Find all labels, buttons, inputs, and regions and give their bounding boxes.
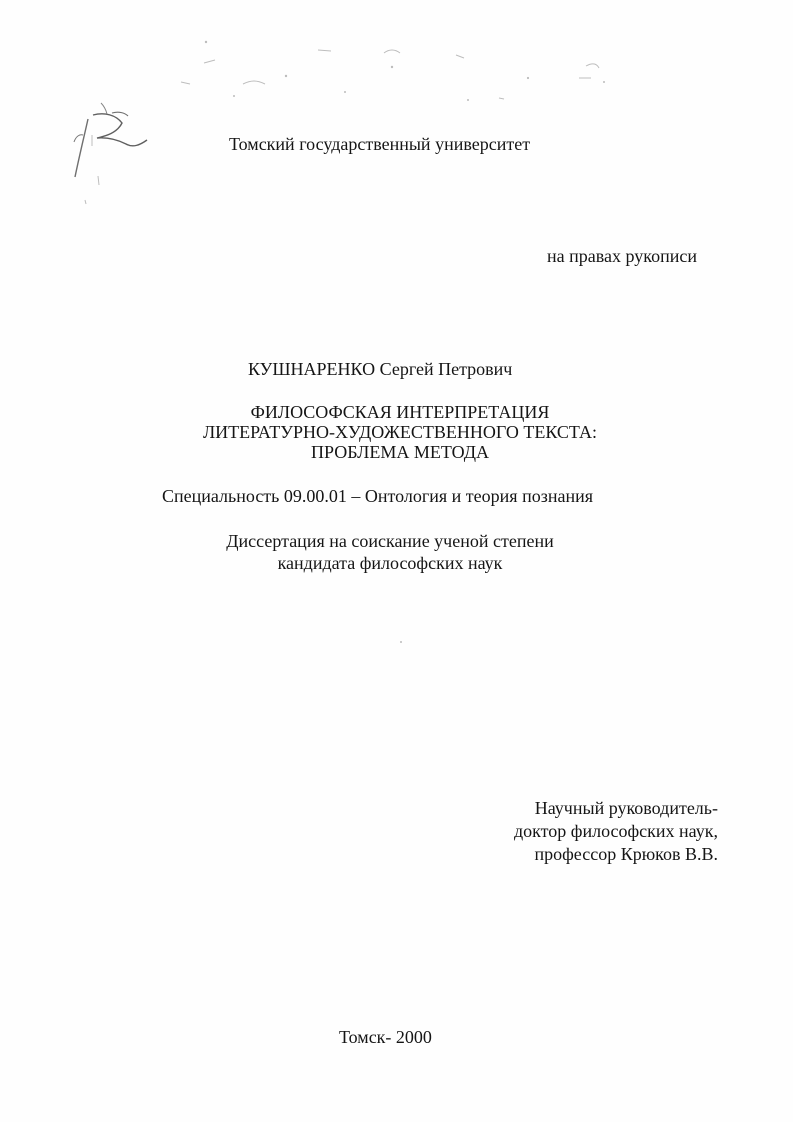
advisor-line: доктор философских наук, — [514, 821, 718, 841]
academic-advisor — [452, 797, 718, 866]
university-name: Томский государственный университет — [229, 134, 531, 154]
advisor-line: профессор Крюков В.В. — [534, 844, 718, 864]
handwritten-initials-mark — [62, 95, 162, 195]
manuscript-note: на правах рукописи — [547, 246, 697, 266]
title-line: ЛИТЕРАТУРНО-ХУДОЖЕСТВЕННОГО ТЕКСТА: — [202, 422, 598, 442]
advisor-line: Научный руководитель- — [534, 798, 718, 818]
specialty-line: Специальность 09.00.01 – Онтология и теория познания — [162, 486, 593, 506]
author-name: КУШНАРЕНКО Сергей Петрович — [248, 359, 513, 379]
degree-line: кандидата философских наук — [277, 553, 503, 573]
title-line: ПРОБЛЕМА МЕТОДА — [311, 442, 489, 462]
degree-line: Диссертация на соискание ученой степени — [226, 531, 554, 551]
degree-statement — [160, 530, 620, 574]
dissertation-title — [120, 402, 680, 462]
title-line: ФИЛОСОФСКАЯ ИНТЕРПРЕТАЦИЯ — [250, 402, 550, 422]
city-and-year: Томск- 2000 — [339, 1027, 432, 1047]
